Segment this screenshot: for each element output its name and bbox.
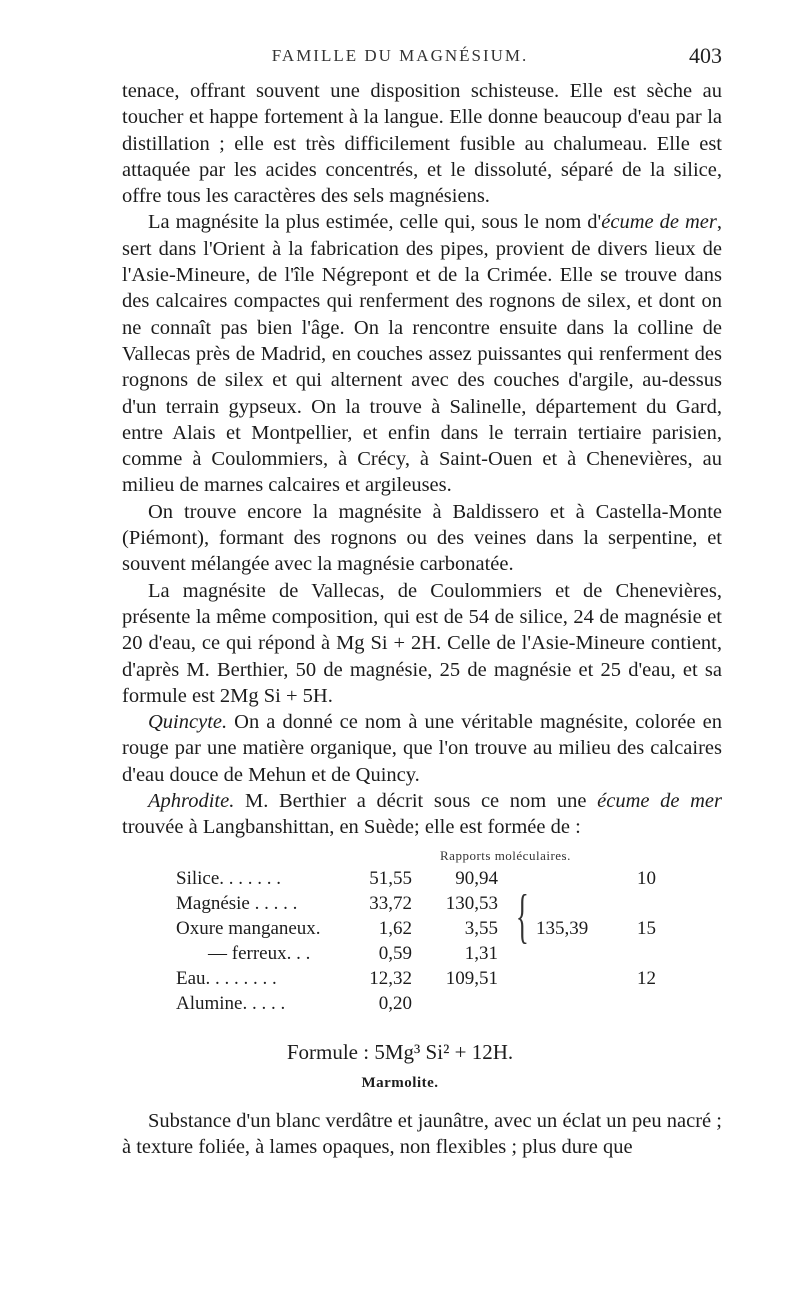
row-ratio: 15 bbox=[637, 918, 656, 939]
row-percent: 33,72 bbox=[369, 893, 412, 914]
table-row bbox=[0, 893, 800, 918]
row-name: Alumine. . . . . bbox=[176, 993, 286, 1014]
table-row bbox=[0, 943, 800, 968]
running-title: FAMILLE DU MAGNÉSIUM. bbox=[271, 46, 529, 65]
row-molecular: 109,51 bbox=[445, 968, 498, 989]
row-group-total: 135,39 bbox=[536, 918, 589, 939]
table-row bbox=[0, 993, 800, 1018]
row-name: Oxure manganeux. bbox=[176, 918, 321, 939]
paragraph-aphrodite: Aphrodite. M. Berthier a décrit sous ce nom une écume de mer trouvée à Langbanshittan, en Suède; elle est formée de : bbox=[122, 790, 722, 839]
row-molecular: 3,55 bbox=[464, 918, 498, 939]
page-number: 403 bbox=[689, 43, 722, 68]
row-molecular: 1,31 bbox=[464, 943, 498, 964]
table-caption: Rapports moléculaires. bbox=[440, 848, 571, 863]
row-ratio: 10 bbox=[637, 868, 656, 889]
row-molecular: 90,94 bbox=[455, 868, 498, 889]
row-ratio: 12 bbox=[637, 968, 656, 989]
page-header bbox=[0, 43, 800, 76]
paragraph-quincyte: Quincyte. On a donné ce nom à une véritable magnésite, colorée en rouge par une matière organique, que l'on trouve au milieu des calcaires d'eau douce de Mehun et de Quincy. bbox=[122, 711, 722, 786]
paragraph-1: tenace, offrant souvent une disposition schisteuse. Elle est sèche au toucher et happe fortement à la langue. Elle donne beaucoup d'eau par la distillation ; elle est très difficilement fusible au chalumeau. Elle est attaquée par les acides concentrés, et le dissoluté, séparé de la silice, offre tous les caractères des sels magnésiens. bbox=[122, 80, 722, 208]
row-percent: 51,55 bbox=[369, 868, 412, 889]
table-row bbox=[0, 918, 800, 943]
row-name: Magnésie . . . . . bbox=[176, 893, 298, 914]
table-row bbox=[0, 968, 800, 993]
paragraph-2: La magnésite la plus estimée, celle qui, sous le nom d'écume de mer, sert dans l'Orient à la fabrication des pipes, provient de divers lieux de l'Asie-Mineure, de l'île Négrepont et de la Crimée. Elle se trouve dans des calcaires compactes qui renferment des rognons de silex, et dont on ne connaît pas bien l'âge. On la rencontre ensuite dans la colline de Vallecas près de Madrid, en couches assez puissantes qui renferment des rognons de silex et qui alternent avec des couches d'argile, au-dessus d'un terrain gypseux. On la trouve à Salinelle, département du Gard, entre Alais et Montpellier, et enfin dans le terrain tertiaire parisien, comme à Coulommiers, à Crécy, à Saint-Ouen et à Chenevières, au milieu de marnes calcaires et argileuses. bbox=[122, 211, 722, 497]
row-name: — ferreux. . . bbox=[208, 943, 311, 964]
row-molecular: 130,53 bbox=[445, 893, 498, 914]
row-name: Silice. . . . . . . bbox=[176, 868, 282, 889]
paragraph-marmolite: Substance d'un blanc verdâtre et jaunâtre, avec un éclat un peu nacré ; à texture foliée, à lames opaques, non flexibles ; plus dure que bbox=[122, 1110, 722, 1159]
formula: Formule : 5Mg³ Si² + 12H. bbox=[286, 1040, 514, 1064]
section-title: Marmolite. bbox=[361, 1075, 439, 1091]
row-percent: 1,62 bbox=[378, 918, 412, 939]
grouping-brace: { bbox=[515, 883, 529, 949]
table-row bbox=[0, 868, 800, 893]
row-name: Eau. . . . . . . . bbox=[176, 968, 277, 989]
body-text bbox=[122, 78, 722, 841]
row-percent: 12,32 bbox=[369, 968, 412, 989]
paragraph-3: On trouve encore la magnésite à Baldissero et à Castella-Monte (Piémont), formant des rognons ou des veines dans la serpentine, et souvent mélangée avec la magnésie carbonatée. bbox=[122, 500, 722, 576]
row-percent: 0,20 bbox=[378, 993, 412, 1014]
paragraph-4: La magnésite de Vallecas, de Coulommiers et de Chenevières, présente la même composition, qui est de 54 de silice, 24 de magnésie et 20 d'eau, ce qui répond à Mg Si + 2H. Celle de l'Asie-Mineure contient, d'après M. Berthier, 50 de magnésie, 25 de magnésie et 25 d'eau, et sa formule est 2Mg Si + 5H. bbox=[122, 579, 722, 707]
row-percent: 0,59 bbox=[378, 943, 412, 964]
closing-text bbox=[122, 1108, 722, 1161]
